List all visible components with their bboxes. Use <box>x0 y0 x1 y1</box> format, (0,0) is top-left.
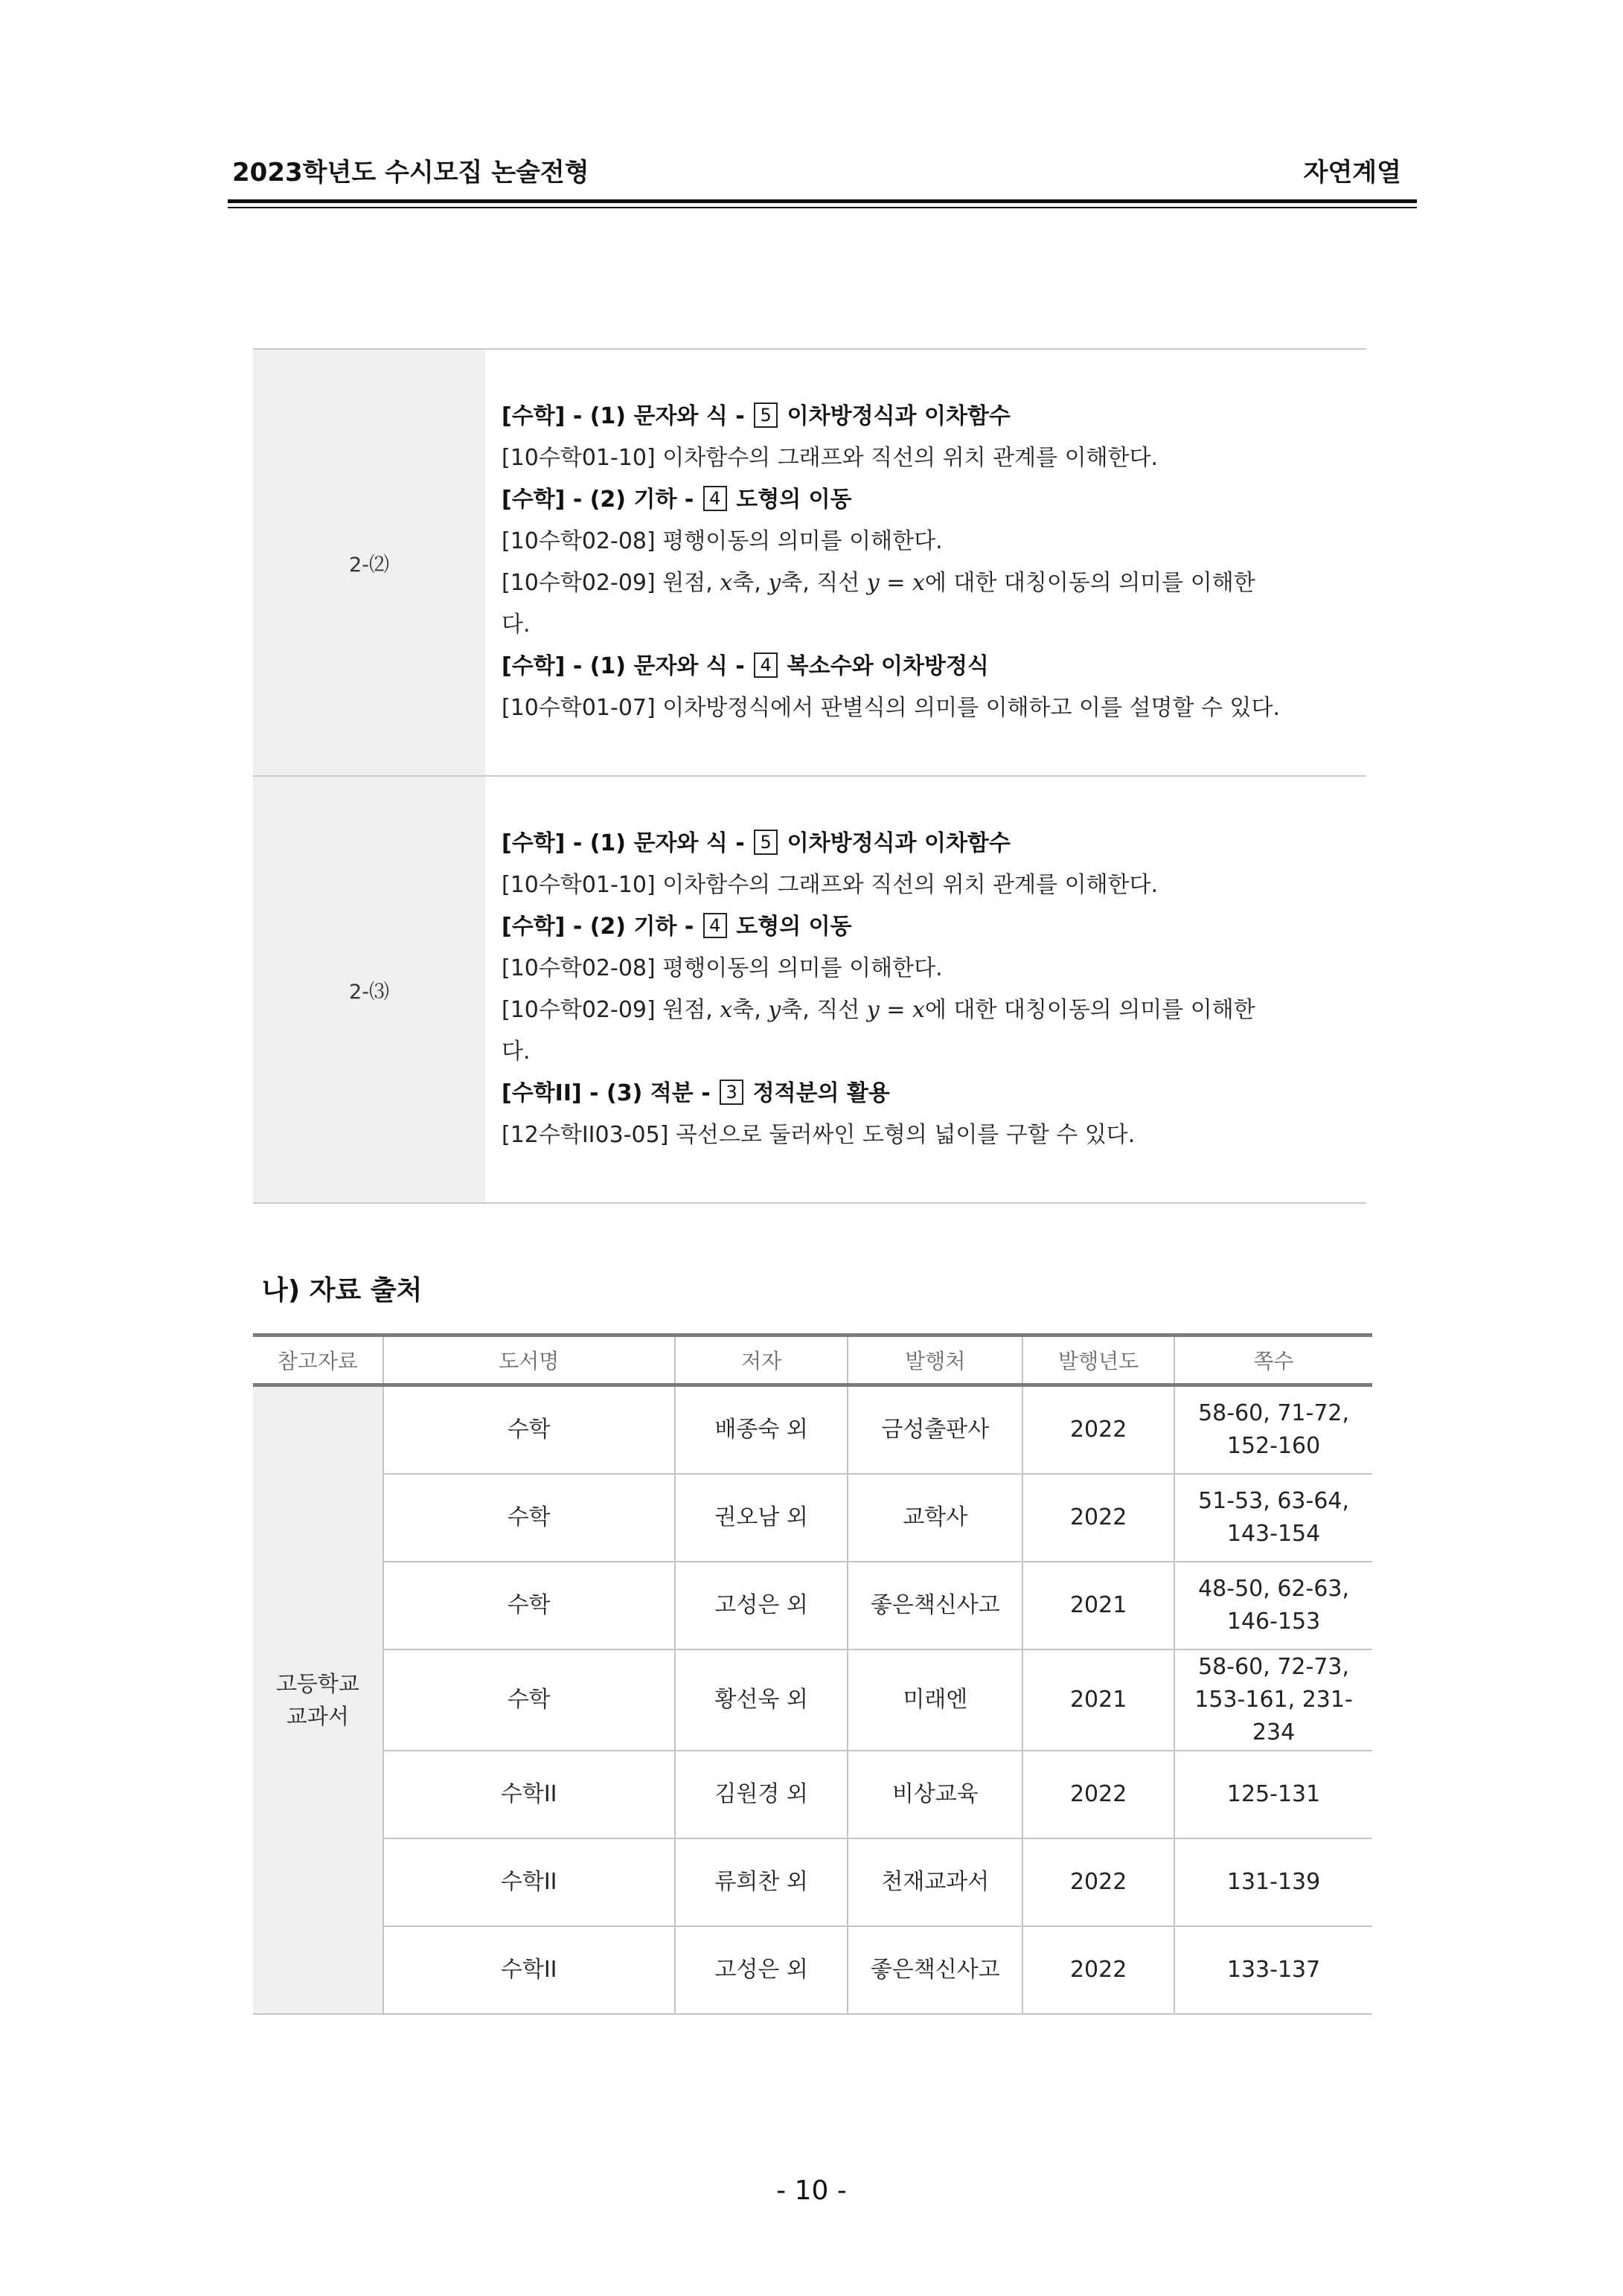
math-symbol: x <box>720 570 733 596</box>
unit-heading <box>502 646 1353 687</box>
author-cell: 배종숙 외 <box>675 1385 848 1475</box>
document-header-title: 2023학년도 수시모집 논술전형 <box>232 158 589 187</box>
year-cell: 2021 <box>1022 1562 1174 1649</box>
unit-heading <box>502 906 1353 948</box>
pages-cell: 58-60, 71-72, 152-160 <box>1174 1385 1372 1475</box>
publisher-cell: 좋은책신사고 <box>848 1926 1022 2014</box>
document-header-category: 자연계열 <box>1303 158 1401 187</box>
sources-heading: 나) 자료 출처 <box>262 1275 423 1306</box>
year-cell: 2021 <box>1022 1649 1174 1751</box>
col-header-year: 발행년도 <box>1022 1335 1174 1385</box>
achievement-standard <box>502 990 1353 1031</box>
publisher-cell: 좋은책신사고 <box>848 1562 1022 1649</box>
year-cell: 2022 <box>1022 1751 1174 1838</box>
col-header-author: 저자 <box>675 1335 848 1385</box>
author-cell: 고성은 외 <box>675 1562 848 1649</box>
col-header-book-title: 도서명 <box>383 1335 675 1385</box>
publisher-cell: 금성출판사 <box>848 1385 1022 1475</box>
pages-cell: 48-50, 62-63, 146-153 <box>1174 1562 1372 1649</box>
pages-cell: 58-60, 72-73, 153-161, 231-234 <box>1174 1649 1372 1751</box>
pages-cell: 51-53, 63-64, 143-154 <box>1174 1474 1372 1562</box>
achievement-standard: [10수학01-10] 이차함수의 그래프와 직선의 위치 관계를 이해한다. <box>502 872 1159 898</box>
source-row <box>253 1649 1372 1751</box>
math-symbol: y = x <box>866 997 925 1023</box>
book-title-cell: 수학 <box>383 1474 675 1562</box>
col-header-reference: 참고자료 <box>253 1335 383 1385</box>
achievement-standard: [10수학02-08] 평행이동의 의미를 이해한다. <box>502 955 943 981</box>
standard-text-part: 축, 직선 <box>781 570 867 596</box>
unit-heading <box>502 823 1353 865</box>
unit-heading-title: 이차방정식과 이차함수 <box>787 403 1011 429</box>
curriculum-standards <box>485 349 1366 776</box>
achievement-standard: 다. <box>502 612 531 638</box>
achievement-standard: [12수학II03-05] 곡선으로 둘러싸인 도형의 넓이를 구할 수 있다. <box>502 1122 1136 1148</box>
header-rule-thin <box>228 207 1417 208</box>
unit-heading-prefix: [수학II] - (3) 적분 - <box>502 1080 711 1106</box>
achievement-standard <box>502 562 1353 604</box>
author-cell: 황선욱 외 <box>675 1649 848 1751</box>
unit-heading-title: 도형의 이동 <box>736 914 852 940</box>
achievement-standard: [10수학01-07] 이차방정식에서 판별식의 의미를 이해하고 이를 설명할 수 있다. <box>502 695 1281 721</box>
sources-table <box>253 1333 1372 2015</box>
math-symbol: y <box>768 570 781 596</box>
curriculum-table <box>253 348 1366 1204</box>
source-row <box>253 1751 1372 1838</box>
source-row <box>253 1474 1372 1562</box>
curriculum-item-id: 2-⑵ <box>253 349 485 776</box>
year-cell: 2022 <box>1022 1838 1174 1926</box>
standard-text-part: 에 대한 대칭이동의 의미를 이해한 <box>924 997 1255 1023</box>
unit-number-box: 3 <box>720 1080 743 1105</box>
unit-heading <box>502 1073 1353 1115</box>
unit-heading-prefix: [수학] - (2) 기하 - <box>502 914 694 940</box>
unit-heading-title: 이차방정식과 이차함수 <box>787 830 1011 856</box>
book-title-cell: 수학 <box>383 1649 675 1751</box>
year-cell: 2022 <box>1022 1926 1174 2014</box>
publisher-cell: 비상교육 <box>848 1751 1022 1838</box>
unit-heading <box>502 479 1353 521</box>
math-symbol: y = x <box>866 570 925 596</box>
standard-text-part: 축, 직선 <box>781 997 867 1023</box>
unit-number-box: 5 <box>754 830 778 855</box>
pages-cell: 133-137 <box>1174 1926 1372 2014</box>
standard-text-part: [10수학02-09] 원점, <box>502 570 720 596</box>
reference-category: 고등학교 교과서 <box>253 1385 383 2015</box>
year-cell: 2022 <box>1022 1385 1174 1475</box>
unit-heading-title: 정적분의 활용 <box>752 1080 890 1106</box>
source-row <box>253 1562 1372 1649</box>
author-cell: 류희찬 외 <box>675 1838 848 1926</box>
publisher-cell: 천재교과서 <box>848 1838 1022 1926</box>
curriculum-standards <box>485 776 1366 1203</box>
unit-number-box: 4 <box>703 913 727 938</box>
unit-heading-prefix: [수학] - (1) 문자와 식 - <box>502 653 745 679</box>
standard-text-part: 에 대한 대칭이동의 의미를 이해한 <box>924 570 1255 596</box>
achievement-standard: 다. <box>502 1039 531 1065</box>
author-cell: 고성은 외 <box>675 1926 848 2014</box>
book-title-cell: 수학 <box>383 1385 675 1475</box>
unit-heading-prefix: [수학] - (1) 문자와 식 - <box>502 403 745 429</box>
standard-text-part: 축, <box>732 570 769 596</box>
unit-number-box: 4 <box>754 652 778 678</box>
source-row <box>253 1838 1372 1926</box>
achievement-standard: [10수학02-08] 평행이동의 의미를 이해한다. <box>502 528 943 554</box>
sources-header-row <box>253 1335 1372 1385</box>
unit-number-box: 4 <box>703 486 727 511</box>
book-title-cell: 수학 <box>383 1562 675 1649</box>
year-cell: 2022 <box>1022 1474 1174 1562</box>
author-cell: 권오남 외 <box>675 1474 848 1562</box>
col-header-publisher: 발행처 <box>848 1335 1022 1385</box>
unit-heading-prefix: [수학] - (2) 기하 - <box>502 487 694 513</box>
book-title-cell: 수학II <box>383 1926 675 2014</box>
curriculum-row <box>253 776 1366 1203</box>
page-number: - 10 - <box>776 2175 847 2206</box>
col-header-pages: 쪽수 <box>1174 1335 1372 1385</box>
publisher-cell: 미래엔 <box>848 1649 1022 1751</box>
unit-heading <box>502 396 1353 437</box>
achievement-standard: [10수학01-10] 이차함수의 그래프와 직선의 위치 관계를 이해한다. <box>502 445 1159 471</box>
math-symbol: x <box>720 997 733 1023</box>
unit-heading-prefix: [수학] - (1) 문자와 식 - <box>502 830 745 856</box>
book-title-cell: 수학II <box>383 1838 675 1926</box>
curriculum-row <box>253 349 1366 776</box>
header-rule-thick <box>228 199 1417 203</box>
author-cell: 김원경 외 <box>675 1751 848 1838</box>
publisher-cell: 교학사 <box>848 1474 1022 1562</box>
source-row <box>253 1385 1372 1475</box>
unit-number-box: 5 <box>754 403 778 428</box>
pages-cell: 125-131 <box>1174 1751 1372 1838</box>
math-symbol: y <box>768 997 781 1023</box>
unit-heading-title: 복소수와 이차방정식 <box>787 653 989 679</box>
curriculum-item-id: 2-⑶ <box>253 776 485 1203</box>
book-title-cell: 수학II <box>383 1751 675 1838</box>
standard-text-part: 축, <box>732 997 769 1023</box>
pages-cell: 131-139 <box>1174 1838 1372 1926</box>
unit-heading-title: 도형의 이동 <box>736 487 852 513</box>
source-row <box>253 1926 1372 2014</box>
standard-text-part: [10수학02-09] 원점, <box>502 997 720 1023</box>
